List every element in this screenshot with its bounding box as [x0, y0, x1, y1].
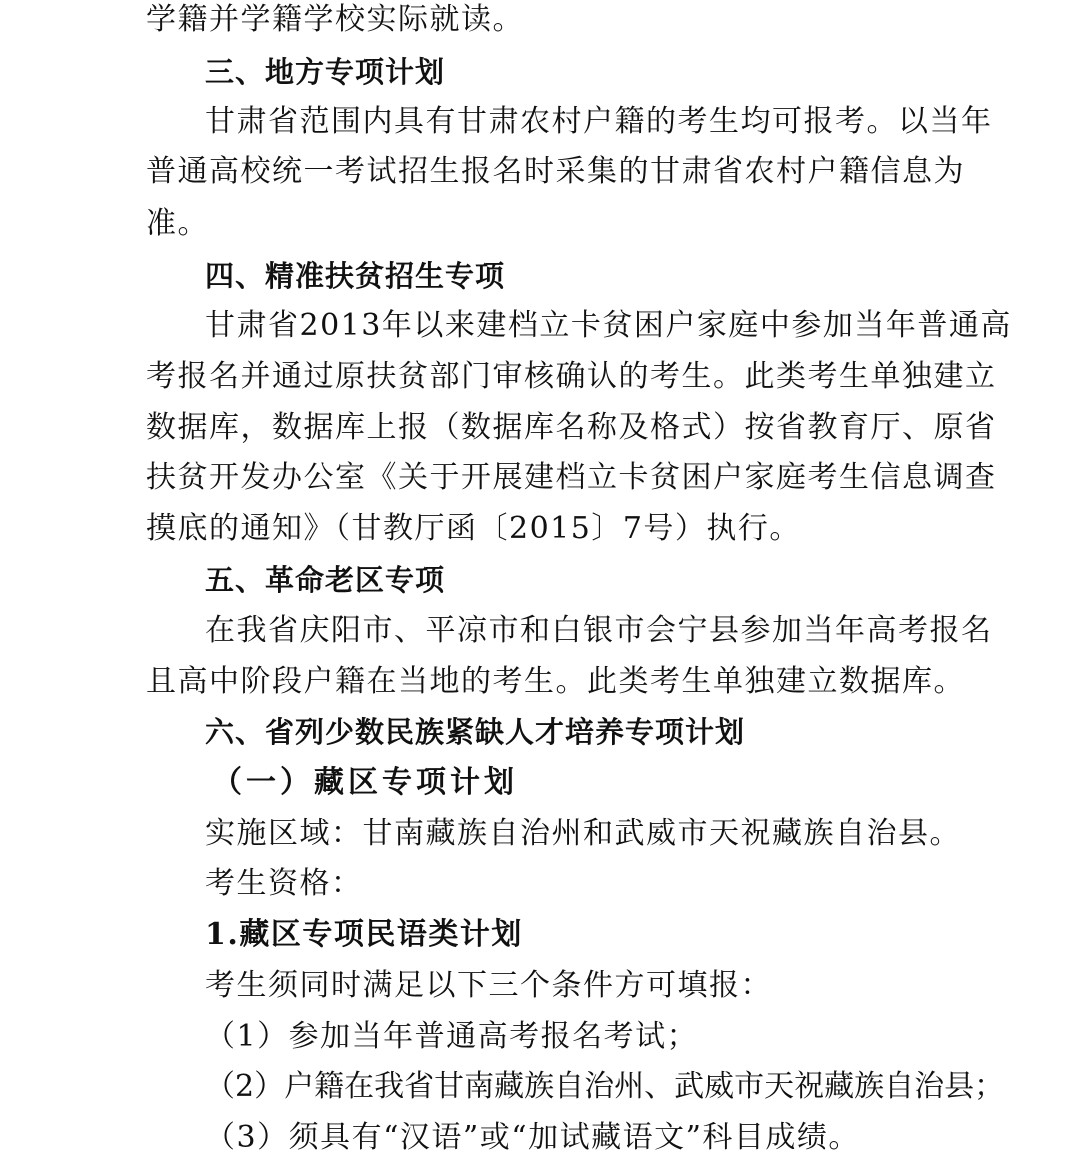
- paragraph-line: 考生资格：: [205, 866, 363, 901]
- section-heading-ethnic-minority-plan: 六、省列少数民族紧缺人才培养专项计划: [205, 715, 746, 749]
- paragraph-line: 摸底的通知》（甘教厅函〔2015〕7号）执行。: [146, 511, 801, 546]
- paragraph-line: 准。: [146, 206, 209, 241]
- paragraph-line: 甘肃省2013年以来建档立卡贫困户家庭中参加当年普通高: [205, 308, 1012, 343]
- paragraph-line: 实施区域：甘南藏族自治州和武威市天祝藏族自治县。: [205, 816, 961, 851]
- section-heading-old-revolutionary-area: 五、革命老区专项: [205, 563, 446, 597]
- paragraph-line: 在我省庆阳市、平凉市和白银市会宁县参加当年高考报名: [205, 613, 993, 648]
- paragraph-line: 考生须同时满足以下三个条件方可填报：: [205, 968, 772, 1003]
- paragraph-line: 数据库，数据库上报（数据库名称及格式）按省教育厅、原省: [146, 410, 997, 445]
- paragraph-line: 考报名并通过原扶贫部门审核确认的考生。此类考生单独建立: [146, 359, 997, 394]
- paragraph-line: 普通高校统一考试招生报名时采集的甘肃省农村户籍信息为: [146, 154, 965, 189]
- paragraph-line: 甘肃省范围内具有甘肃农村户籍的考生均可报考。以当年: [205, 104, 993, 139]
- subsection-heading-tibetan-area: （一）藏区专项计划: [212, 765, 518, 800]
- section-heading-poverty-plan: 四、精准扶贫招生专项: [205, 259, 506, 293]
- paragraph-line: 扶贫开发办公室《关于开展建档立卡贫困户家庭考生信息调查: [146, 460, 997, 495]
- item-heading-ethnic-language-plan: 1.藏区专项民语类计划: [205, 917, 523, 952]
- condition-item: （3）须具有“汉语”或“加试藏语文”科目成绩。: [205, 1120, 860, 1155]
- section-heading-local-plan: 三、地方专项计划: [205, 55, 446, 89]
- paragraph-line: 且高中阶段户籍在当地的考生。此类考生单独建立数据库。: [146, 664, 965, 699]
- condition-item: （2）户籍在我省甘南藏族自治州、武威市天祝藏族自治县；: [205, 1069, 1005, 1104]
- paragraph-line: 学籍并学籍学校实际就读。: [146, 2, 524, 37]
- condition-item: （1）参加当年普通高考报名考试；: [205, 1019, 699, 1054]
